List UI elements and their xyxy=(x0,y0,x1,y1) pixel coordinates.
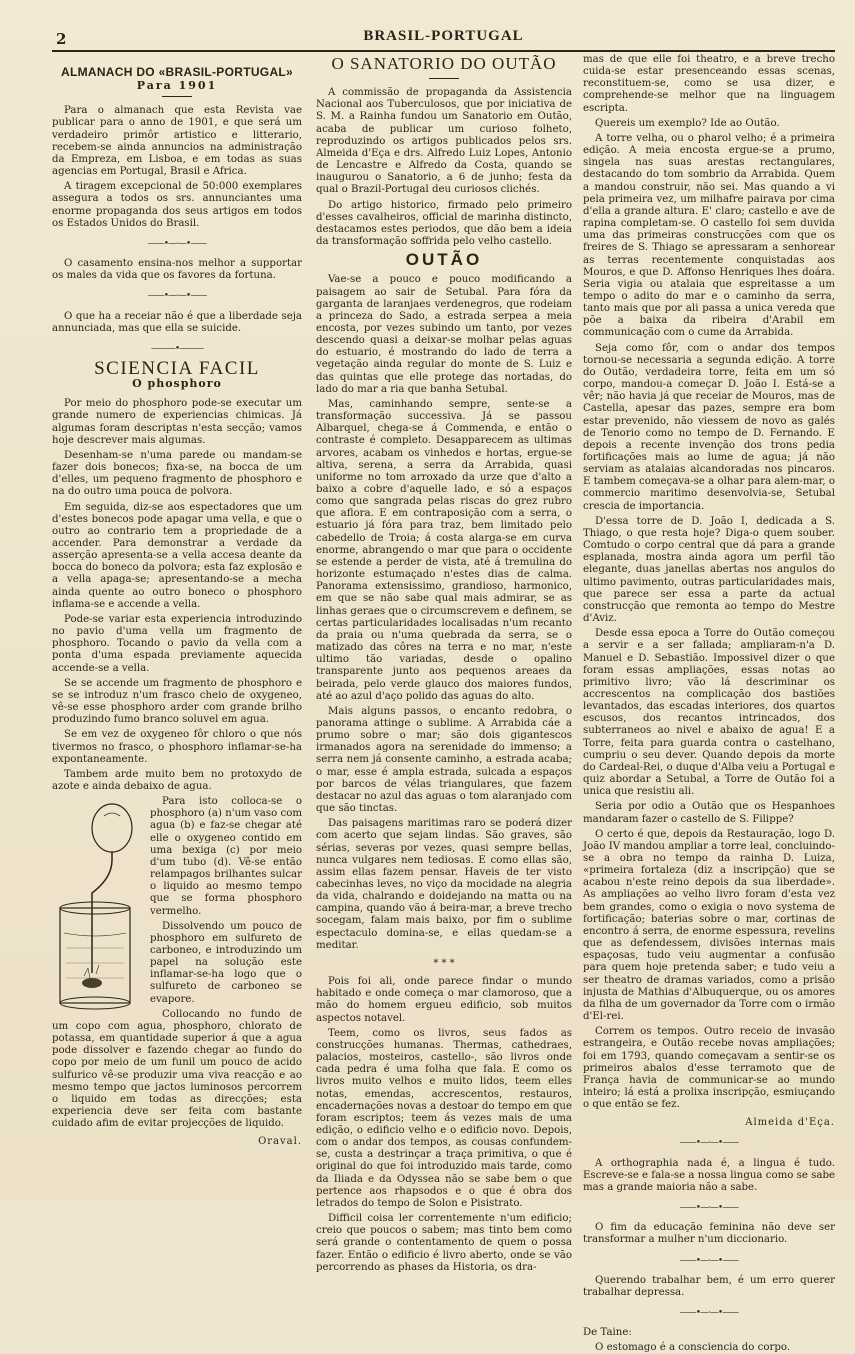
ornament-separator: ——•—·—•—— xyxy=(679,1203,739,1214)
article-paragraph: Do artigo historico, firmado pelo primeiro d'esses cavalheiros, official de marinha distincto, destacamos estes periodos, que dão bem a ideia da transformação soffrida pelo velho castello. xyxy=(316,199,572,248)
article-paragraph: O certo é que, depois da Restauração, logo D. João IV mandou ampliar a torre leal, concluindo-se a obra no tempo da rainha D. Luiza, «primeira fortaleza (diz a inscripção) que se acabou n'este reino depois da sua liberdade». As ampliações ao velho livro foram d'esta vez bem grandes, como o exigia o novo systema de fortificação; baterias sobre o mar, cortinas de encontro á serra, de enorme espessura, revelins que as defendessem, divisões internas mais espaçosas, tudo veiu augmentar a confusão para quem hoje pretenda saber; e tudo veiu a ser theatro de dramas variados, como a prisão injusta de Mathias d'Albuquerque, ou os amores da filha de um governador da Torre com o irmão d'El-rei. xyxy=(583,828,835,1023)
article-paragraph: A torre velha, ou o pharol velho; é a primeira edição. A meia encosta ergue-se a prumo, singela nas suas arestas rectangulares, destacando do tom sombrio da Arrabida. Quem a mandou construir, não sei. Mas quando a vi pela primeira vez, um milhafre pairava por cima d'ella a grande altura. E' claro; castello e ave de rapina completam-se. O castello foi sem duvida uma das primeiras construcções com que os freires de S. Thiago se apressaram a senhorear as terras recentemente conquistadas aos Mouros, e que D. Affonso Henriques lhes doára. Seria vigia ou atalaia que espreitasse a um tempo o adito do mar e o caminho da serra, tanto mais que por ali passa a unica vereda que põe a baixa da ribeira d'Arabil em communicação com o cume da Arrabida. xyxy=(583,132,835,339)
phosphorus-apparatus-illustration xyxy=(52,798,144,1018)
ornament-separator: ——•—·—•—— xyxy=(679,1138,739,1149)
article-paragraph: A commissão de propaganda da Assistencia Nacional aos Tuberculosos, que por iniciativa de S. M. a Rainha fundou um Sanatorio em Outão, acaba de publicar um curioso folheto, reproduzindo os artigos publicados pelos srs. Almeida d'Eça e drs. Alfredo Luiz Lopes, Antonio de Lencastre e Alfredo da Costa, quando se inaugurou o Sanatorio, a 6 de junho; festa da qual o Brazil-Portugal deu curiosos clichés. xyxy=(316,87,572,196)
maxim-paragraph: O que ha a receiar não é que a liberdade seja annunciada, mas que ella se suicide. xyxy=(52,310,302,334)
maxim-paragraph: O fim da educação feminina não deve ser transformar a mulher n'um diccionario. xyxy=(583,1222,835,1246)
article-paragraph: Dissolvendo um pouco de phosphoro em sulfureto de carboneo, e introduzindo um papel na solução este inflamar-se-ha logo que o sulfureto de carboneo se evapore. xyxy=(150,920,302,1005)
ornament-separator: ——•—·—•—— xyxy=(679,1308,739,1318)
article-signature: Oraval. xyxy=(258,1136,302,1148)
article-paragraph: Se em vez de oxygeneo fôr chloro o que nós tivermos no frasco, o phosphoro inflamar-se-ha expontaneamente. xyxy=(52,729,302,765)
maxim-attribution: De Taine: xyxy=(583,1327,632,1339)
article-paragraph: Pode-se variar esta experiencia introduzindo no pavio d'uma vella um fragmento de phosphoro. Tocando o pavio da vella com a ponta d'uma espada previamente aquecida accende-se a vella. xyxy=(52,613,302,674)
article-paragraph: Por meio do phosphoro pode-se executar um grande numero de experiencias chimicas. Já algumas foram descriptas n'esta secção; vamos hoje descrever mais algumas. xyxy=(52,398,302,446)
article-paragraph: Teem, como os livros, seus fados as construcções humanas. Thermas, cathedraes, palacios, mosteiros, castello-, são livros onde cada pedra é uma folha que fala. E como os livros muito velhos e muito lidos, teem elles notas, emendas, accrescentos, restauros, encadernações novas a destoar do tempo em que foram escriptos; teem ás vezes mais de uma edição, o edificio velho e o edificio novo. Depois, com o andar dos tempos, as cousas confundem-se, custa a destrinçar a traça primitiva, o que é original do que foi introduzido mais tarde, como da Iliada e da Odyssea não se sabe bem o que pertence aos rhapsodos e o que é obra dos letrados do tempo de Solon e Pisistrato. xyxy=(316,1027,572,1209)
page-number: 2 xyxy=(56,30,67,48)
article-paragraph: Desenham-se n'uma parede ou mandam-se fazer dois bonecos; fixa-se, na bocca de um d'elles, um pequeno fragmento de phosphoro e na do outro uma pouca de polvora. xyxy=(52,449,302,498)
ornament-separator: ——•—·—•—— xyxy=(147,238,207,249)
outao-heading: OUTÃO xyxy=(405,250,483,270)
column-left xyxy=(52,58,302,1188)
article-paragraph: Para isto colloca-se o phosphoro (a) n'um vaso com agua (b) e faz-se chegar até elle o oxygeneo contido em uma bexiga (c) por meio d'um tubo (d). Vê-se então relampagos brilhantes sulcar o liquido ao mesmo tempo que se forma phosphoro vermelho. xyxy=(150,796,302,917)
title-rule xyxy=(429,78,459,79)
article-paragraph: D'essa torre de D. João I, dedicada a S. Thiago, o que resta hoje? Diga-o quem souber. Comtudo o corpo central que dá para a grande esplanada, mostra ainda agora um perfil tão elegante, duas janellas abertas nos angulos do ultimo pavimento, outras particularidades mais, que parece ser essa a parte da actual construcção que remonta ao tempo do Mestre d'Aviz. xyxy=(583,515,835,625)
almanach-title: ALMANACH DO «BRASIL-PORTUGAL» xyxy=(60,65,294,79)
maxim-paragraph: O casamento ensina-nos melhor a supportar os males da vida que os favores da fortuna. xyxy=(52,258,302,282)
article-paragraph: Seja como fôr, com o andar dos tempos tornou-se necessaria a segunda edição. A torre do Outão, verdadeira torre, feita em um só corpo, mandou-a começar D. João I. Está-se a vêr; não havia já que receiar de Mouros, mas de Castella, apesar das pazes, sempre era bom estar prevenido, não viessem de novo as galés de Tenorio como no tempo de D. Fernando. E depois a recente invenção dos trons pedia fortificações mais ao lume de agua; já não serviam as atalaias alcandoradas nos pincaros. E tambem começava-se a olhar para alem-mar, o commercio maritimo desenvolvia-se, Setubal crescia de importancia. xyxy=(583,342,835,512)
article-paragraph: Tambem arde muito bem no protoxydo de azote e ainda debaixo de agua. xyxy=(52,768,302,792)
article-paragraph: Mais alguns passos, o encanto redobra, o panorama attinge o sublime. A Arrabida cáe a prumo sobre o mar; são dois gigantescos irmanados agora na serenidade do immenso; a serra nem já consente caminho, a estrada acaba; o mar, esse é ampla estrada, sulcada a espaços por barcos de vélas triangulares, que fazem destacar no azul das aguas o tom alaranjado com que são tinctas. xyxy=(316,705,572,815)
article-paragraph: Pois foi ali, onde parece findar o mundo habitado e onde começa o mar clamoroso, que a mão do homem ergueu edificio, sob muitos aspectos notavel. xyxy=(316,976,572,1024)
sciencia-facil-title: SCIENCIA FACIL xyxy=(94,357,260,379)
ornament-separator: ———•——— xyxy=(150,343,204,354)
maxim-paragraph: Querendo trabalhar bem, é um erro querer trabalhar depressa. xyxy=(583,1274,835,1298)
maxim-paragraph: O estomago é a consciencia do corpo. xyxy=(595,1342,791,1354)
article-paragraph: Difficil coisa ler correntemente n'um edificio; creio que poucos o sabem; mas tinto bem como será grande o contentamento de quem o possa fazer. Então o edificio é livro aberto, onde se vão percorrendo as phases da Historia, os dra- xyxy=(316,1213,572,1273)
article-paragraph: Seria por odio a Outão que os Hespanhoes mandaram fazer o castello de S. Filippe? xyxy=(583,801,835,825)
page-header xyxy=(52,28,835,52)
article-signature: Almeida d'Eça. xyxy=(745,1117,835,1129)
article-paragraph: Em seguida, diz-se aos espectadores que um d'estes bonecos pode apagar uma vella, e que o outro ao contrario tem a propriedade de a accender. Para demonstrar a verdade da asserção apresenta-se a vella accesa deante da bocca do boneco da polvora; esta faz explosão e a vella apaga-se; apresentando-se a mecha ainda quente ao outro boneco o phosphoro inflama-se e accende a vella. xyxy=(52,501,302,610)
section-stars: * * * xyxy=(433,957,455,969)
sanatorio-title: O SANATORIO DO OUTÃO xyxy=(331,54,557,73)
column-middle xyxy=(316,54,572,1273)
article-paragraph: Das paisagens maritimas raro se poderá dizer com acerto que sejam lindas. São graves, são sérias, severas por vezes, quasi sempre bellas, nunca vulgares nem tediosas. E como ellas são, assim ellas fazem pensar. Haveis de ter visto cabecinhas leves, no viço da mocidade na alegria da vida, chalrando e doidejando na matta ou na campina, quando vão á beira-mar, a breve trecho socegam, falam mais baixo, por fim o sublime espectaculo domina-se, e ellas quedam-se a meditar. xyxy=(316,818,572,951)
article-paragraph: mas de que elle foi theatro, e a breve trecho cuida-se estar presenceando essas scenas, reconstituem-se, como se usa dizer, e comprehende-se melhor que na linguagem escripta. xyxy=(583,54,835,114)
sciencia-facil-subtitle: O phosphoro xyxy=(132,377,222,391)
article-paragraph: Collocando no fundo de um copo com agua, phosphoro, chlorato de potassa, em quantidade superior á que a agua pode dissolver e fazendo chegar ao fundo do copo por meio de um funil um pouco de acido sulfurico vê-se produzir uma viva reacção e ao mesmo tempo que jactos luminosos percorrem o liquido em todas as direcções; esta experiencia deve ser feita com bastante cuidado afim de evitar projecções de liquido. xyxy=(52,1008,302,1130)
article-paragraph: Correm os tempos. Outro receio de invasão estrangeira, e Outão recebe novas ampliações; foi em 1793, quando começavam a sentir-se os primeiros abalos d'esse terramoto que de França havia de communicar-se ao mundo inteiro; lá está a prolixa inscripção, esmiuçando o que então se fez. xyxy=(583,1026,835,1111)
article-paragraph: Quereis um exemplo? Ide ao Outão. xyxy=(595,117,780,129)
article-paragraph: Desde essa epoca a Torre do Outão começou a servir e a ser fallada; ampliaram-n'a D. Manuel e D. Sebastião. Impossivel dizer o que foram essas ampliações, essas notas ao primitivo livro; vão lá descriminar os accrescentos na complicação dos bastiões levantados, das escadas interiores, dos quartos escusos, dos recantos intrincados, dos subterraneos ao nivel e abaixo de agua! E a Torre, feita para guarda contra o castelhano, cumpriu o seu dever. Quando depois da morte do Cardeal-Rei, o duque d'Alba veiu a Portugal e quiz abordar a Setubal, a Torre de Outão foi a unica que resistiu ali. xyxy=(583,628,835,798)
title-rule xyxy=(162,96,192,97)
ornament-separator: ——•—·—•—— xyxy=(679,1255,739,1266)
column-right xyxy=(583,54,835,1354)
ornament-separator: ——•—·—•—— xyxy=(147,291,207,302)
maxim-paragraph: A orthographia nada é, a lingua é tudo. Escreve-se e fala-se a nossa lingua como se sabe mas a grande maioria não a sabe. xyxy=(583,1157,835,1193)
running-title: BRASIL-PORTUGAL xyxy=(363,28,524,44)
almanach-subtitle: Para 1901 xyxy=(136,79,218,93)
almanach-paragraph: A tiragem excepcional de 50:000 exemplares assegura a todos os srs. annunciantes uma enorme propaganda dos seus artigos em todos os Estados Unidos do Brasil. xyxy=(52,181,302,229)
article-paragraph: Vae-se a pouco e pouco modificando a paisagem ao sair de Setubal. Para fóra da garganta de laranjaes verdenegros, que rodeiam a princeza do Sado, a estrada serpea a meia encosta, por vezes subindo um tanto, por vezes descendo quasi a deixar-se molhar pelas aguas do estuario, é mostrando do lado de terra a vegetação ainda regular do monte de S. Luiz e das quintas que elle protege das nortadas, do lado do mar a ria que banha Setubal. xyxy=(316,274,572,395)
article-paragraph: Mas, caminhando sempre, sente-se a transformação successiva. Já se passou Albarquel, chega-se á Commenda, e então o contraste é completo. Desapparecem as ultimas arvores, acabam os vinhedos e hortas, ergue-se altiva, serena, a serra da Arrabida, quasi uniforme no tom arroxado da urze que d'alto a baixo a cobre d'aquelle lado, e só a espaços como que sangrada pelas riscas do grez rubro que aflora. E em contraposição com a serra, o estuario já fóra para traz, bem limitado pelo cabedello de Troia; á costa alarga-se em curva enorme, abrangendo o mar que para o occidente se estende a perder de vista, até á tremulina do horizonte estumaçado n'estes dias de calma. Panorama extensissimo, grandioso, harmonico, em que se não sabe qual mais admirar, se as linhas geraes que o circumscrevem e definem, se certas particularidades localisadas n'um recanto da praia ou n'uma quebrada da serra, se o matizado das côres na terra e no mar, n'este ultimo tão variadas, desde o opalino transparente junto aos pequenos areaes da beirada, pelo verde glauco dos maiores fundos, até ao azul d'aço polido das aguas do alto. xyxy=(316,398,572,702)
almanach-paragraph: Para o almanach que esta Revista vae publicar para o anno de 1901, e que será um verdadeiro primôr artistico e litterario, recebem-se ainda annuncios na administração da Empreza, em Lisboa, e em todas as suas agencias em Portugal, Brasil e Africa. xyxy=(52,105,302,178)
article-paragraph: Se se accende um fragmento de phosphoro e se se introduz n'um frasco cheio de oxygeneo, vê-se esse phosphoro arder com grande brilho produzindo fumo branco soluvel em agua. xyxy=(52,677,302,726)
